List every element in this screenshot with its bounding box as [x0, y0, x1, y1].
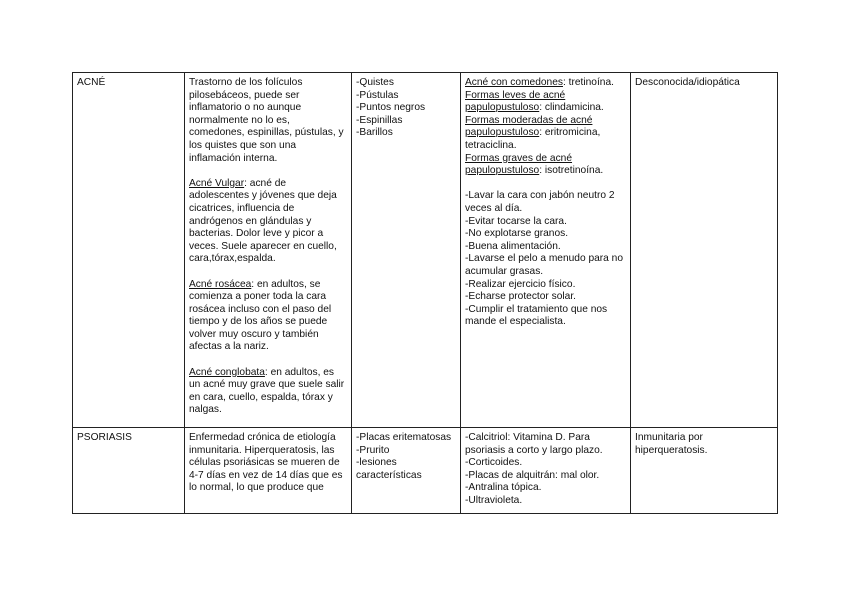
cell-treatment [461, 428, 631, 514]
symptom-item: -Quistes [356, 77, 394, 88]
type-acne-rosacea [189, 279, 347, 355]
cause-text: Desconocida/idiopática [635, 77, 740, 88]
treatment-med [465, 77, 626, 90]
cell-cause [631, 428, 778, 514]
treatment-item: -Corticoides. [465, 457, 523, 469]
cell-treatment [461, 73, 631, 428]
disease-table [72, 72, 778, 514]
treatment-item: -Calcitriol: Vitamina D. Para psoriasis a corto y largo plazo. [465, 432, 603, 456]
symptom-item: -Prurito [356, 444, 390, 456]
cell-symptoms [352, 428, 461, 514]
treatment-item: -Placas de alquitrán: mal olor. [465, 469, 600, 481]
description-text: Enfermedad crónica de etiología inmunitaria. Hiperqueratosis, las células psoriásicas se mueren de 4-7 días en vez de 14 días que es lo normal, lo que produce que [189, 432, 343, 494]
symptom-item: -Placas eritematosas [356, 432, 452, 443]
med-term: Formas leves de acné papulopustuloso [465, 89, 566, 114]
cell-cause [631, 73, 778, 428]
med-text: : tretinoína. [562, 77, 614, 88]
type-term: Acné rosácea [189, 278, 252, 290]
care-item: -Evitar tocarse la cara. [465, 215, 567, 227]
med-text: : clindamicina. [539, 102, 604, 114]
symptom-item: -Barillos [356, 127, 393, 139]
med-term: Acné con comedones [465, 77, 563, 88]
table-row-acne [73, 73, 778, 428]
cause-text: Inmunitaria por hiperqueratosis. [635, 432, 708, 456]
type-text: : en adultos, es un acné muy grave que suele salir en cara, cuello, espalda, tórax y nalgas. [189, 366, 345, 416]
med-text: : isotretinoína. [539, 165, 604, 177]
description-intro: Trastorno de los folículos pilosebáceos, puede ser inflamatorio o no aunque normalmente no lo es, comedones, espinillas, pústulas, y los quistes que son una inflamación interna. [189, 77, 344, 164]
care-item: -Echarse protector solar. [465, 291, 576, 303]
disease-name: PSORIASIS [77, 432, 132, 443]
treatment-med [465, 115, 626, 153]
care-item: -Lavar la cara con jabón neutro 2 veces al día. [465, 190, 615, 214]
care-item: -Buena alimentación. [465, 240, 561, 252]
cell-description [185, 73, 352, 428]
symptom-item: -Espinillas [356, 114, 403, 126]
cell-disease-name [73, 428, 185, 514]
symptom-item: -lesiones características [356, 457, 422, 481]
med-term: Formas moderadas de acné papulopustuloso [465, 114, 593, 139]
type-acne-conglobata [189, 367, 347, 417]
symptom-item: -Pústulas [356, 89, 399, 101]
type-acne-vulgar [189, 178, 347, 266]
symptom-item: -Puntos negros [356, 102, 426, 114]
treatment-item: -Antralina tópica. [465, 482, 542, 494]
table-row-psoriasis [73, 428, 778, 514]
cell-symptoms [352, 73, 461, 428]
type-term: Acné conglobata [189, 366, 265, 378]
treatment-med [465, 90, 626, 115]
care-item: -Cumplir el tratamiento que nos mande el especialista. [465, 303, 608, 328]
care-item: -Realizar ejercicio físico. [465, 278, 576, 290]
type-term: Acné Vulgar [189, 177, 245, 189]
care-item: -Lavarse el pelo a menudo para no acumular grasas. [465, 253, 624, 277]
med-text: : eritromicina, tetraciclina. [465, 127, 601, 151]
med-term: Formas graves de acné papulopustuloso [465, 152, 573, 177]
treatment-med [465, 153, 626, 178]
treatment-item: -Ultravioleta. [465, 494, 523, 506]
disease-name: ACNÉ [77, 77, 106, 88]
cell-description [185, 428, 352, 514]
care-item: -No explotarse granos. [465, 228, 569, 240]
type-text: : en adultos, se comienza a poner toda la cara rosácea incluso con el paso del tiempo y de los años se puede volver muy oscuro y también afectas a la nariz. [189, 278, 332, 353]
type-text: : acné de adolescentes y jóvenes que deja cicatrices, influencia de andrógenos en glándulas y bacterias. Dolor leve y picor a veces. Suele aparecer en cuello, cara,tórax,espalda. [189, 177, 337, 265]
cell-disease-name [73, 73, 185, 428]
